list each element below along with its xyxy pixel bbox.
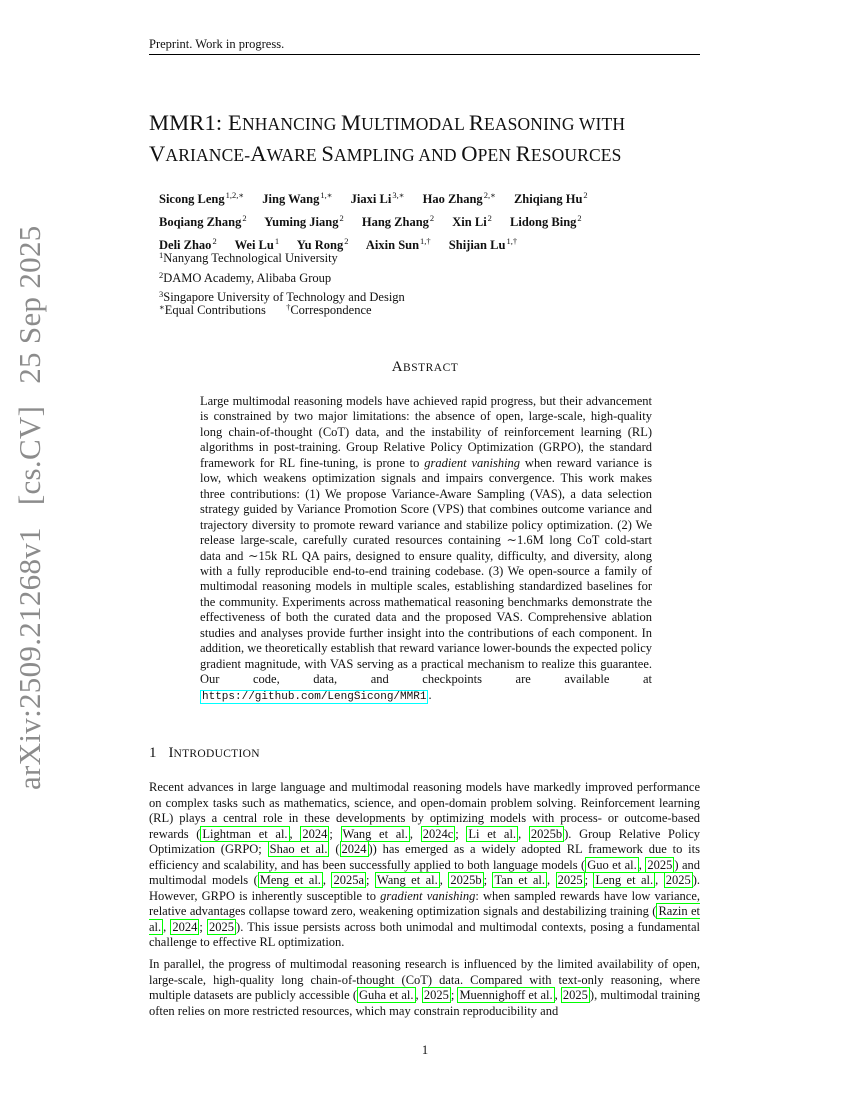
arxiv-stamp — [12, 225, 48, 790]
author: Sicong Leng$^{1,2,∗}$ — [159, 190, 245, 206]
correspondence-note: Correspondence — [290, 303, 372, 317]
emphasis-text: gradient vanishing — [380, 888, 476, 903]
page-number: 1 — [421, 1043, 429, 1057]
affiliation: $^2$DAMO Academy, Alibaba Group — [159, 269, 332, 285]
paragraph-text: , — [655, 873, 664, 887]
paragraph-text: , — [547, 873, 556, 887]
cite-razin[interactable]: Razin et al. — [149, 904, 700, 934]
paragraph-text: Recent advances in large language and multimodal reasoning models have markedly improved performance on complex tasks such as mathematics, science, and open-domain problem solving. Reinforcement learning (RL) plays a central role in these developments by optimizing models with process- or outcome-based rewards ( — [149, 780, 700, 841]
cite-shao-year[interactable]: 2024 — [341, 842, 367, 856]
author: Zhiqiang Hu$^2$ — [513, 190, 588, 206]
cite-meng-year[interactable]: 2025a — [333, 873, 365, 887]
paragraph-text: ), multimodal training often relies on more restricted resources, which may constrain reproducibility and — [149, 988, 701, 1018]
paper-title: MMR1: ENHANCING MULTIMODAL REASONING WITH VARIANCE-AWARE SAMPLING AND OPEN RESOURCES — [149, 110, 626, 166]
author: Wei Lu$^1$ — [234, 236, 280, 252]
paragraph-text: ) and multimodal models ( — [149, 857, 700, 887]
author: Yu Rong$^2$ — [296, 236, 349, 252]
affiliation: $^1$Nanyang Technological University — [159, 250, 338, 265]
paragraph-text: ; — [584, 873, 594, 887]
cite-lightman-year[interactable]: 2024 — [302, 826, 328, 841]
cite-tan[interactable]: Tan et al. — [494, 873, 546, 887]
cite-wang[interactable]: Wang et al. — [342, 826, 408, 841]
author: Xin Li$^2$ — [452, 213, 492, 229]
paragraph-text: ). This issue persists across both unimodal and multimodal contexts, posing a fundamental challenge to effective RL optimization. — [149, 919, 700, 949]
author: Lidong Bing$^2$ — [510, 213, 582, 229]
paragraph-text: , — [163, 919, 171, 934]
paragraph-text: ; — [329, 826, 341, 841]
paragraph-text: , — [415, 988, 422, 1002]
paragraph-text: ; — [483, 873, 493, 887]
paragraph-text: , — [409, 826, 421, 841]
author: Hang Zhang$^2$ — [361, 213, 435, 229]
cite-guo-year[interactable]: 2025 — [647, 857, 673, 872]
paragraph-text: , — [638, 857, 646, 872]
paragraph-text: , — [554, 988, 561, 1002]
cite-wang-2[interactable]: Wang et al. — [376, 873, 438, 887]
cite-li[interactable]: Li et al. — [468, 826, 517, 841]
paragraph-text: : when sampled rewards have low variance, relative advantages collapse toward zero, weakening optimization signals and destabilizing training ( — [149, 888, 700, 918]
author: Jing Wang$^{1,∗}$ — [262, 190, 333, 206]
paragraph-text: ; — [450, 988, 458, 1002]
author: Deli Zhao$^2$ — [159, 236, 217, 252]
paragraph-text: )) has emerged as a widely adopted RL framework due to its efficiency and scalability, and has been successfully applied to both language models ( — [149, 842, 700, 872]
arxiv-date: 25 Sep 2025 — [12, 225, 47, 384]
running-header: Preprint. Work in progress. — [149, 37, 700, 55]
cite-razin-year-2[interactable]: 2025 — [209, 919, 235, 934]
cite-wang-year[interactable]: 2024c — [422, 826, 454, 841]
paragraph-text: , — [518, 826, 529, 841]
cite-leng[interactable]: Leng et al. — [595, 873, 654, 887]
abstract-body: Large multimodal reasoning models have achieved rapid progress, but their advancement is constrained by two major limitations: the absence of open, large-scale, high-quality long chain-of-thought (CoT) data, and the instability of reinforcement learning (RL) algorithms in post-training. Group Relative Policy Optimization (GRPO), the standard framework for RL fine-tuning, is prone to gradient vanishing when reward variance is low, which weakens optimization signals and impairs convergence. This work makes three contributions: (1) We propose Variance-Aware Sampling (VAS), a data selection strategy guided by Variance Promotion Score (VPS) that combines outcome variance and trajectory diversity to promote reward variance and stabilize policy optimization. (2) We release large-scale, carefully curated resources containing ∼1.6M long CoT cold-start data and ∼15k RL QA pairs, designed to ensure quality, difficulty, and diversity, along with a fully reproducible end-to-end training codebase. (3) We open-source a family of multimodal reasoning models in multiple scales, establishing standardized baselines for the community. Experiments across mathematical reasoning benchmarks demonstrate the effectiveness of both the curated data and the proposed VAS. Comprehensive ablation studies and analyses provide further insight into the contributions of each component. In addition, we theoretically establish that reward variance lower-bounds the expected policy gradient magnitude, with VAS serving as a practical mechanism to realize this guarantee. Our code, data, and checkpoints are available at https://github.com/LengSicong/MMR1 . — [200, 394, 652, 703]
cite-li-year[interactable]: 2025b — [530, 826, 563, 841]
author: Shijian $Lu^{1,\dagger}$ — [448, 236, 518, 252]
code-link[interactable]: https://github.com/LengSicong/MMR1 — [202, 690, 427, 703]
intro-paragraph-2 — [149, 957, 700, 1019]
paragraph-text: ; — [199, 919, 208, 934]
cite-wang-2-year[interactable]: 2025b — [450, 873, 482, 887]
author: Jiaxi $Li^{3,∗}$ — [350, 190, 405, 206]
intro-paragraph-1 — [149, 780, 700, 951]
author-list — [159, 186, 699, 255]
author: Yuming Jiang$^2$ — [264, 213, 344, 229]
cite-muennighoff-year[interactable]: 2025 — [562, 988, 588, 1002]
paragraph-text: , — [289, 826, 301, 841]
cite-guo[interactable]: Guo et al. — [587, 857, 637, 872]
paragraph-text: , — [322, 873, 332, 887]
affiliation: $^3$Singapore University of Technology and Design — [159, 289, 405, 304]
paragraph-text: , — [439, 873, 449, 887]
abstract-heading: ABSTRACT — [391, 359, 459, 375]
cite-razin-year[interactable]: 2024 — [172, 919, 198, 934]
cite-lightman[interactable]: Lightman et al. — [202, 826, 288, 841]
cite-meng[interactable]: Meng et al. — [259, 873, 321, 887]
cite-guha[interactable]: Guha et al. — [359, 988, 414, 1002]
arxiv-id: arXiv:2509.21268v1 — [12, 527, 47, 790]
affiliations — [159, 247, 405, 306]
author: Hao Zhang$^{2,∗}$ — [422, 190, 496, 206]
cite-tan-year[interactable]: 2025 — [557, 873, 583, 887]
paragraph-text: ( — [329, 842, 340, 856]
equal-contribution-note: Equal Contributions — [164, 303, 266, 317]
paragraph-text: ; — [455, 826, 467, 841]
author-notes: ∗Equal Contributions †Correspondence — [159, 302, 372, 317]
paragraph-text: ). Group Relative Policy Optimization (GRPO; — [149, 826, 700, 856]
cite-guha-year[interactable]: 2025 — [423, 988, 449, 1002]
paragraph-text: ; — [366, 873, 375, 887]
paragraph-text: In parallel, the progress of multimodal reasoning research is influenced by the limited availability of open, large-scale, high-quality long chain-of-thought (CoT) data. Compared with text-only reasoning, where multiple datasets are publicly accessible ( — [149, 957, 700, 1002]
author: Aixin Sun$^{1,\dagger}$ — [365, 236, 431, 252]
cite-shao[interactable]: Shao et al. — [269, 842, 328, 856]
section-heading-introduction: 1 INTRODUCTION — [149, 745, 260, 761]
cite-muennighoff[interactable]: Muennighoff et al. — [459, 988, 553, 1002]
paragraph-text: ). However, GRPO is inherently susceptible to — [149, 873, 700, 903]
arxiv-category: [cs.CV] — [12, 405, 47, 506]
cite-leng-year[interactable]: 2025 — [665, 873, 691, 887]
author: Boqiang Zhang$^2$ — [159, 213, 247, 229]
